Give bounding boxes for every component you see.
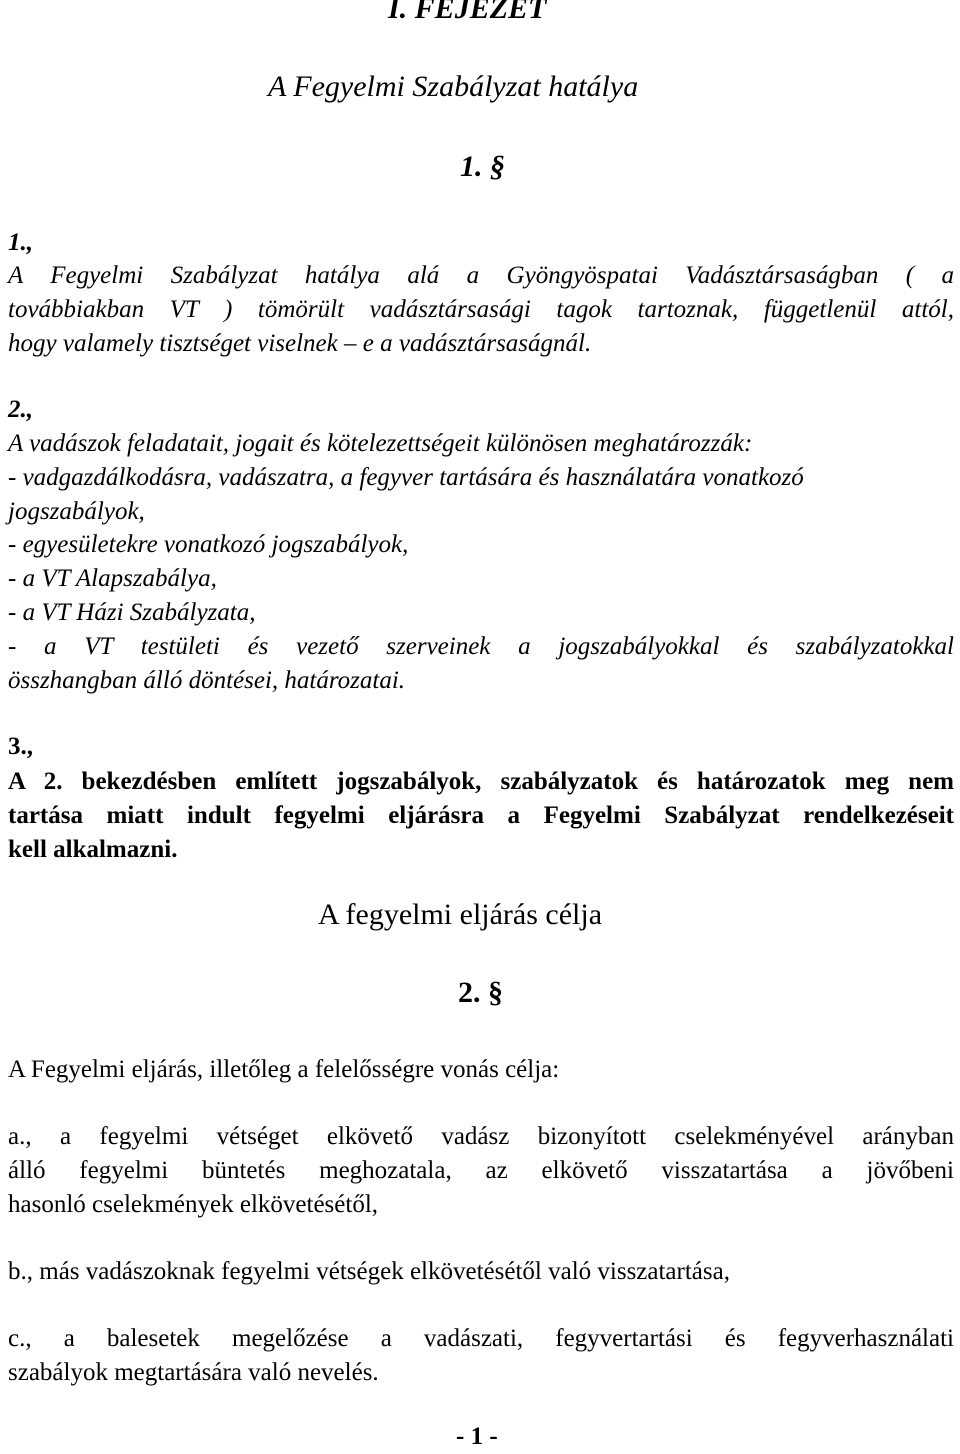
paragraph-1-line-1: A Fegyelmi Szabályzat hatálya alá a Gyöngyöspatai Vadásztársaságban ( a xyxy=(8,262,954,289)
paragraph-1-line-2: továbbiakban VT ) tömörült vadásztársasági tagok tartoznak, függetlenül attól, xyxy=(8,296,954,323)
purpose-c-line-2: szabályok megtartására való nevelés. xyxy=(8,1359,379,1386)
purpose-title: A fegyelmi eljárás célja xyxy=(318,898,603,931)
paragraph-1-line-3: hogy valamely tisztséget viselnek – e a vadásztársaságnál. xyxy=(8,330,592,357)
paragraph-2-line-3: jogszabályok, xyxy=(8,498,145,525)
section-number-2: 2. § xyxy=(458,976,503,1009)
paragraph-3-line-2: tartása miatt indult fegyelmi eljárásra a Fegyelmi Szabályzat rendelkezéseit xyxy=(8,802,954,829)
purpose-b-line: b., más vadászoknak fegyelmi vétségek elkövetésétől való visszatartása, xyxy=(8,1258,730,1285)
paragraph-2-line-8: összhangban álló döntései, határozatai. xyxy=(8,667,406,694)
paragraph-3-line-3: kell alkalmazni. xyxy=(8,836,178,863)
chapter-heading: I. FEJEZET xyxy=(388,0,547,25)
purpose-a-line-1: a., a fegyelmi vétséget elkövető vadász bizonyított cselekményével arányban xyxy=(8,1123,954,1150)
paragraph-2-line-7: - a VT testületi és vezető szerveinek a jogszabályokkal és szabályzatokkal xyxy=(8,633,954,660)
paragraph-2-line-4: - egyesületekre vonatkozó jogszabályok, xyxy=(8,531,409,558)
paragraph-2-line-5: - a VT Alapszabálya, xyxy=(8,565,217,592)
paragraph-3-number: 3., xyxy=(8,733,33,760)
paragraph-2-number: 2., xyxy=(8,396,33,423)
purpose-intro: A Fegyelmi eljárás, illetőleg a felelősségre vonás célja: xyxy=(8,1056,560,1083)
purpose-a-line-2: álló fegyelmi büntetés meghozatala, az elkövető visszatartása a jövőbeni xyxy=(8,1157,954,1184)
paragraph-3-line-1: A 2. bekezdésben említett jogszabályok, szabályzatok és határozatok meg nem xyxy=(8,768,954,795)
paragraph-2-line-6: - a VT Házi Szabályzata, xyxy=(8,599,256,626)
paragraph-1-number: 1., xyxy=(8,229,33,256)
page-number: - 1 - xyxy=(456,1423,498,1450)
paragraph-2-line-2: - vadgazdálkodásra, vadászatra, a fegyver tartására és használatára vonatkozó xyxy=(8,464,804,491)
chapter-title: A Fegyelmi Szabályzat hatálya xyxy=(268,70,639,103)
purpose-a-line-3: hasonló cselekmények elkövetésétől, xyxy=(8,1191,379,1218)
purpose-c-line-1: c., a balesetek megelőzése a vadászati, fegyvertartási és fegyverhasználati xyxy=(8,1325,954,1352)
section-number-1: 1. § xyxy=(460,150,505,183)
paragraph-2-line-1: A vadászok feladatait, jogait és kötelezettségeit különösen meghatározzák: xyxy=(8,430,753,457)
